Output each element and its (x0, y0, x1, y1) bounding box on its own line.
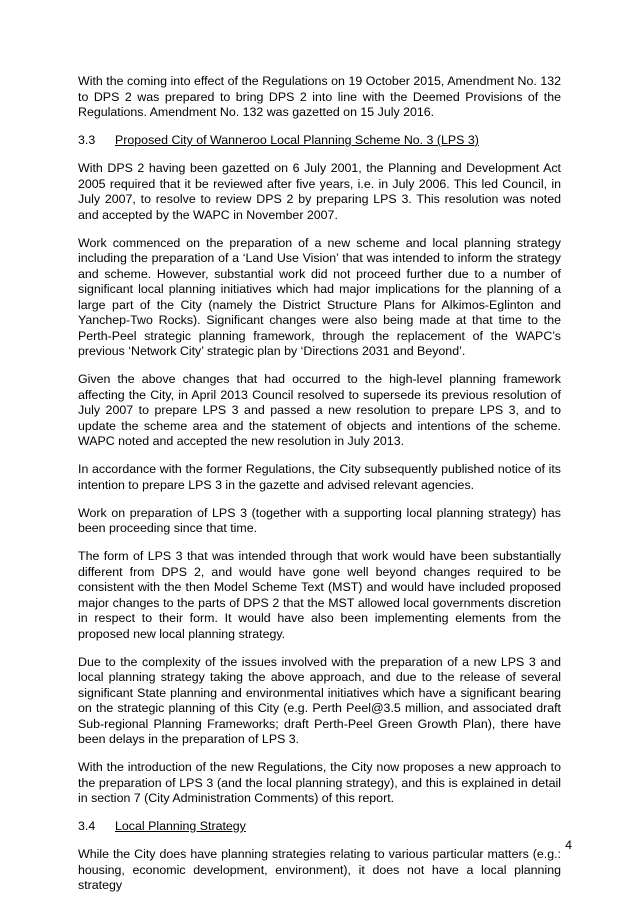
paragraph-amendment-132: With the coming into effect of the Regulations on 19 October 2015, Amendment No. 132 to DPS 2 was prepared to bring DPS 2 into line with the Deemed Provisions of the Regulations. Amendment No. 132 was gazetted on 15 July 2016. (78, 74, 561, 119)
section-number: 3.3 (78, 133, 96, 147)
page-body (78, 74, 561, 906)
section-heading-3-3 (78, 133, 561, 149)
paragraph-complexity-delays: Due to the complexity of the issues involved with the preparation of a new LPS 3 and local planning strategy taking the above approach, and due to the release of several significant State planning and environmental initiatives which have a significant bearing on the strategic planning of this City (e.g. Perth Peel@3.5 million, and associated draft Sub-regional Planning Frameworks; draft Perth-Peel Green Growth Plan), there have been delays in the preparation of LPS 3. (78, 654, 561, 746)
section-title: Local Planning Strategy (115, 819, 246, 833)
paragraph-work-commenced: Work commenced on the preparation of a new scheme and local planning strategy including the preparation of a ‘Land Use Vision’ that was intended to inform the strategy and scheme. However, substantial work did not proceed further due to a number of significant local planning initiatives which had major implications for the planning of a large part of the City (namely the District Structure Plans for Alkimos-Eglinton and Yanchep-Two Rocks). Significant changes were also being made at that time to the Perth-Peel strategic planning framework, through the replacement of the WAPC’s previous ‘Network City’ strategic plan by ‘Directions 2031 and Beyond’. (78, 235, 561, 358)
paragraph-planning-strategies: While the City does have planning strategies relating to various particular matters (e.g.: housing, economic development, environment), it does not have a local planning strategy (78, 847, 561, 892)
paragraph-form-of-lps3: The form of LPS 3 that was intended through that work would have been substantially different from DPS 2, and would have gone well beyond changes required to be consistent with the then Model Scheme Text (MST) and would have included proposed major changes to the parts of DPS 2 that the MST allowed local governments discretion in respect to their form. It would have also been implementing elements from the proposed new local planning strategy. (78, 549, 561, 641)
paragraph-work-proceeding: Work on preparation of LPS 3 (together with a supporting local planning strategy) has been proceeding since that time. (78, 505, 561, 535)
paragraph-dps2-review: With DPS 2 having been gazetted on 6 July 2001, the Planning and Development Act 2005 required that it be reviewed after five years, i.e. in July 2006. This led Council, in July 2007, to resolve to review DPS 2 by preparing LPS 3. This resolution was noted and accepted by the WAPC in November 2007. (78, 161, 561, 222)
section-heading-3-4 (78, 819, 561, 835)
section-number: 3.4 (78, 819, 96, 833)
paragraph-framework-changes: Given the above changes that had occurred to the high-level planning framework affecting the City, in April 2013 Council resolved to supersede its previous resolution of July 2007 to prepare LPS 3 and passed a new resolution to prepare LPS 3, and to update the scheme area and the statement of objects and intentions of the scheme. WAPC noted and accepted the new resolution in July 2013. (78, 372, 561, 448)
page-number: 4 (565, 838, 572, 852)
paragraph-new-approach: With the introduction of the new Regulations, the City now proposes a new approach to the preparation of LPS 3 (and the local planning strategy), and this is explained in detail in section 7 (City Administration Comments) of this report. (78, 760, 561, 805)
section-title: Proposed City of Wanneroo Local Planning Scheme No. 3 (LPS 3) (115, 133, 479, 147)
paragraph-former-regulations: In accordance with the former Regulations, the City subsequently published notice of its intention to prepare LPS 3 in the gazette and advised relevant agencies. (78, 462, 561, 492)
